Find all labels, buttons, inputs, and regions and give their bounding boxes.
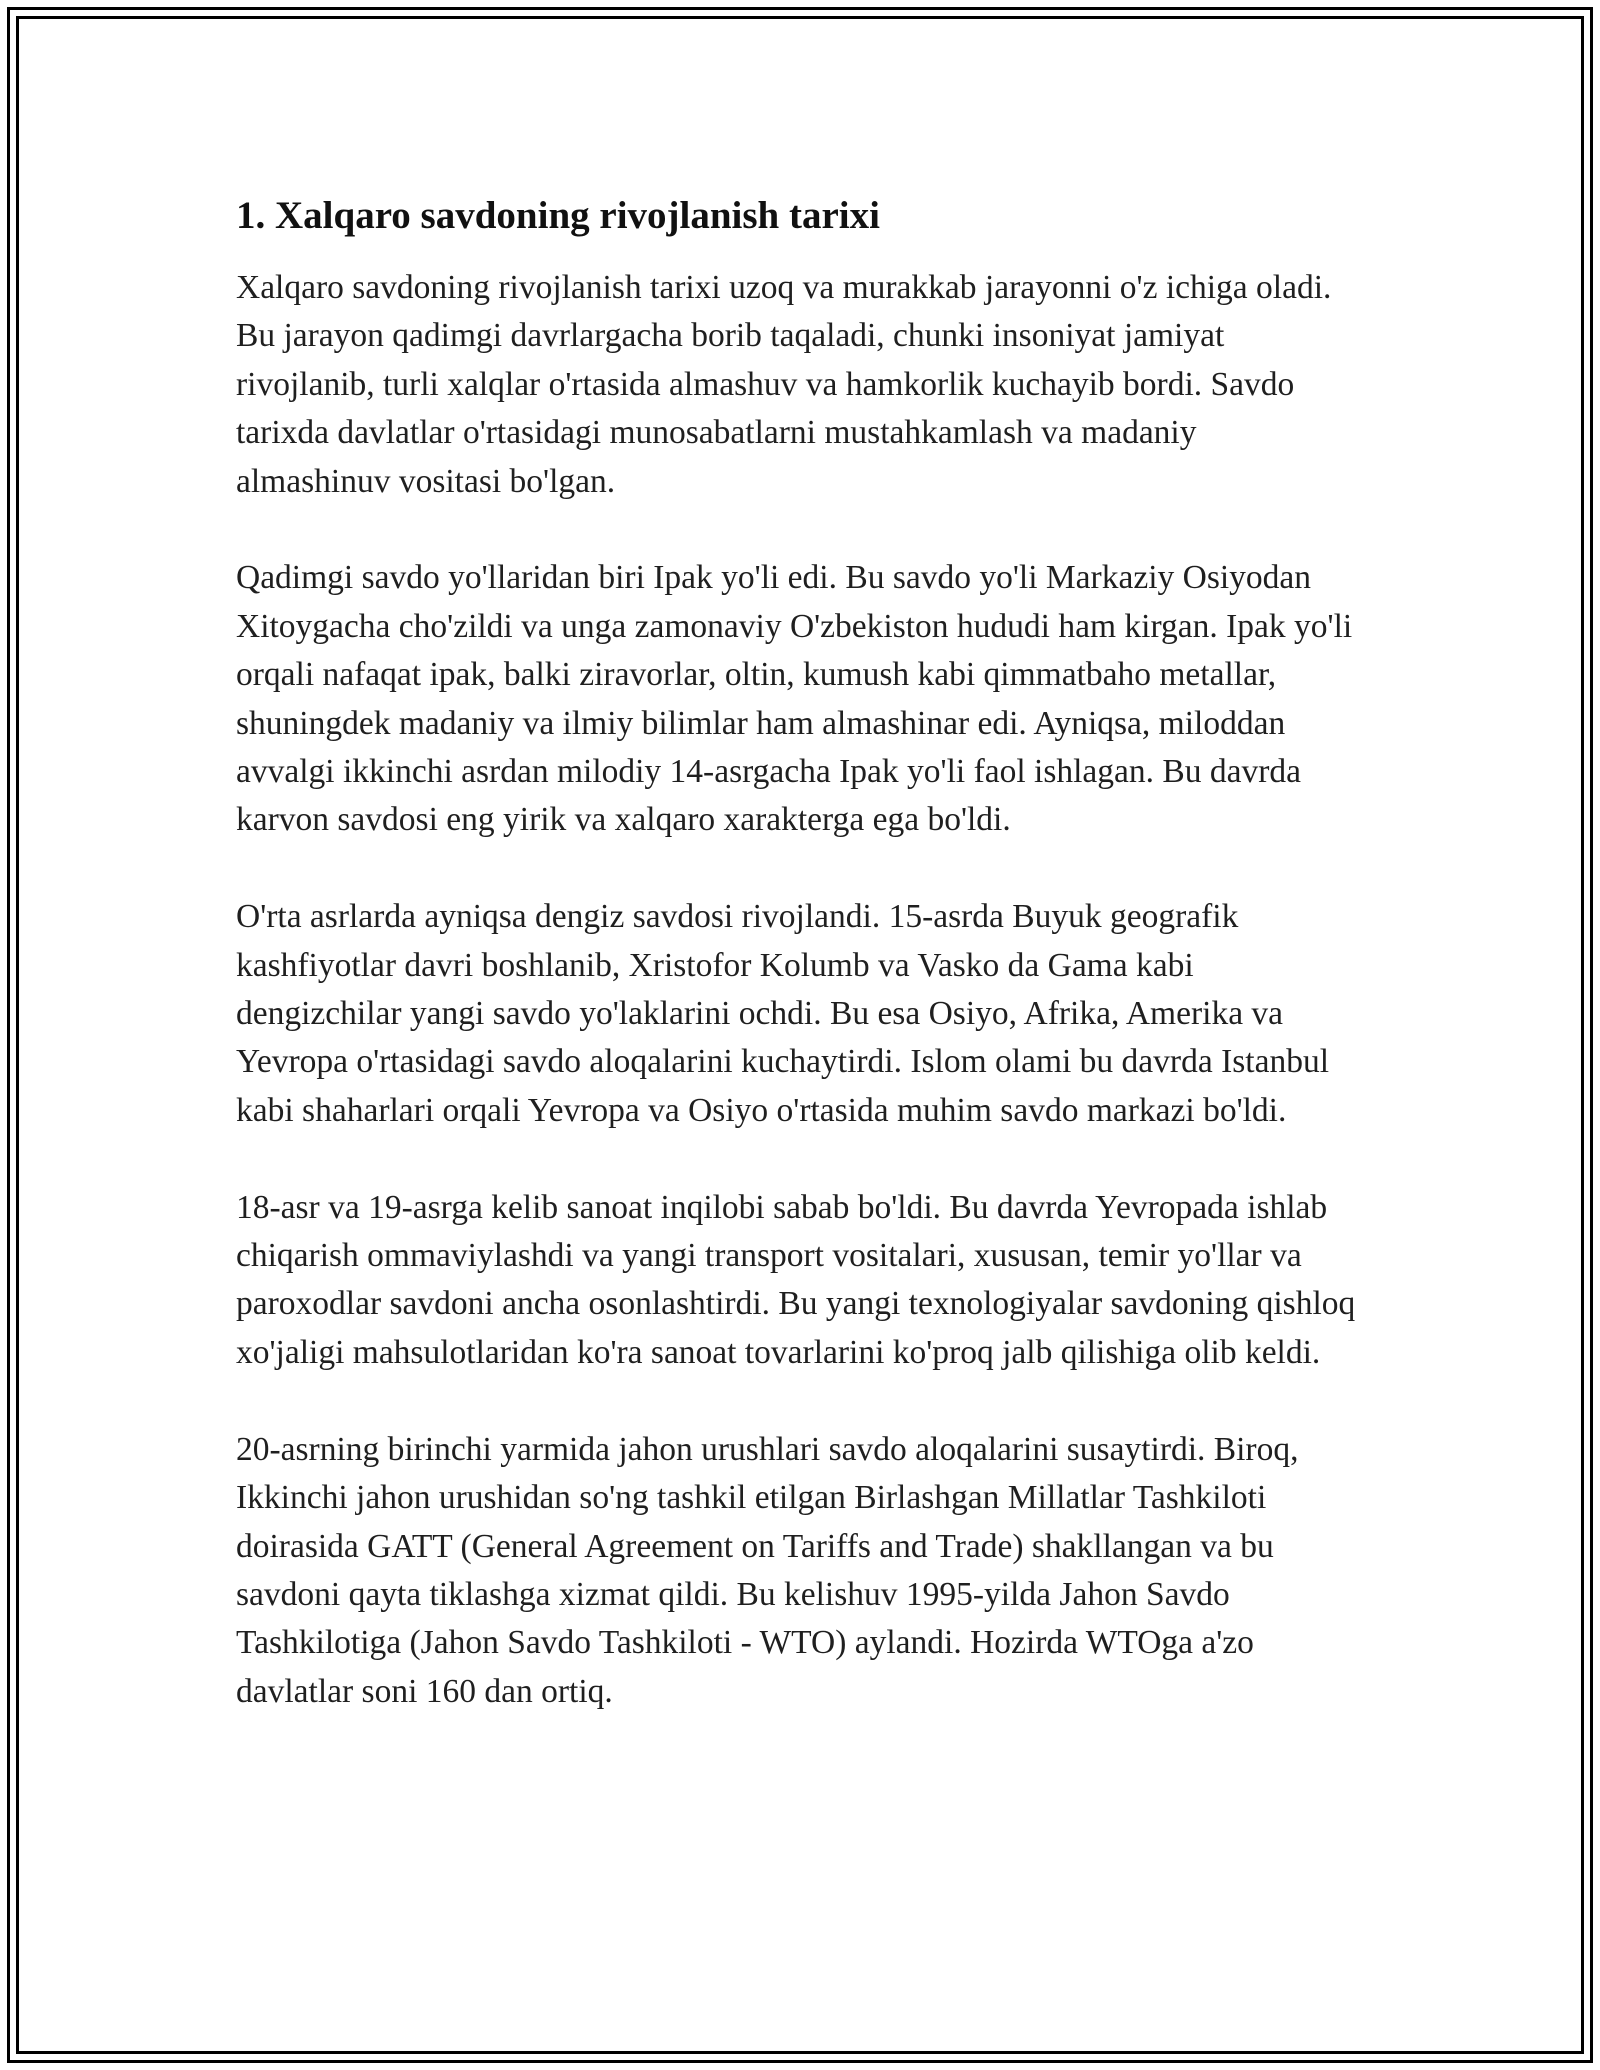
paragraph-intro: Xalqaro savdoning rivojlanish tarixi uzoq va murakkab jarayonni o'z ichiga oladi. Bu jarayon qadimgi davrlargacha borib taqaladi, chunki insoniyat jamiyat rivojlanib, turli xalqlar o'rtasida almashuv va hamkorlik kuchayib bordi. Savdo tarixda davlatlar o'rtasidagi munosabatlarni mustahkamlash va madaniy almashinuv vositasi bo'lgan. xyxy=(236,269,1332,500)
document-body xyxy=(236,188,1356,1716)
section-heading: 1. Xalqaro savdoning rivojlanish tarixi xyxy=(236,194,880,237)
paragraph-twentieth-century: 20-asrning birinchi yarmida jahon urushlari savdo aloqalarini susaytirdi. Biroq, Ikkinchi jahon urushidan so'ng tashkil etilgan Birlashgan Millatlar Tashkiloti doirasida GATT (General Agreement on Tariffs and Trade) shakllangan va bu savdoni qayta tiklashga xizmat qildi. Bu kelishuv 1995-yilda Jahon Savdo Tashkilotiga (Jahon Savdo Tashkiloti - WTO) aylandi. Hozirda WTOga a'zo davlatlar soni 160 dan ortiq. xyxy=(236,1430,1299,1710)
paragraph-industrial-revolution: 18-asr va 19-asrga kelib sanoat inqilobi sabab bo'ldi. Bu davrda Yevropada ishlab chiqarish ommaviylashdi va yangi transport vositalari, xususan, temir yo'llar va paroxodlar savdoni ancha osonlashtirdi. Bu yangi texnologiyalar savdoning qishloq xo'jaligi mahsulotlaridan ko'ra sanoat tovarlarini ko'proq jalb qilishiga olib keldi. xyxy=(236,1188,1356,1371)
paragraph-silk-road: Qadimgi savdo yo'llaridan biri Ipak yo'li edi. Bu savdo yo'li Markaziy Osiyodan Xitoygacha cho'zildi va unga zamonaviy O'zbekiston hududi ham kirgan. Ipak yo'li orqali nafaqat ipak, balki ziravorlar, oltin, kumush kabi qimmatbaho metallar, shuningdek madaniy va ilmiy bilimlar ham almashinar edi. Ayniqsa, miloddan avvalgi ikkinchi asrdan milodiy 14-asrgacha Ipak yo'li faol ishlagan. Bu davrda karvon savdosi eng yirik va xalqaro xarakterga ega bo'ldi. xyxy=(236,559,1353,839)
paragraph-middle-ages: O'rta asrlarda ayniqsa dengiz savdosi rivojlandi. 15-asrda Buyuk geografik kashfiyotlar davri boshlanib, Xristofor Kolumb va Vasko da Gama kabi dengizchilar yangi savdo yo'laklarini ochdi. Bu esa Osiyo, Afrika, Amerika va Yevropa o'rtasidagi savdo aloqalarini kuchaytirdi. Islom olami bu davrda Istanbul kabi shaharlari orqali Yevropa va Osiyo o'rtasida muhim savdo markazi bo'ldi. xyxy=(236,898,1330,1129)
